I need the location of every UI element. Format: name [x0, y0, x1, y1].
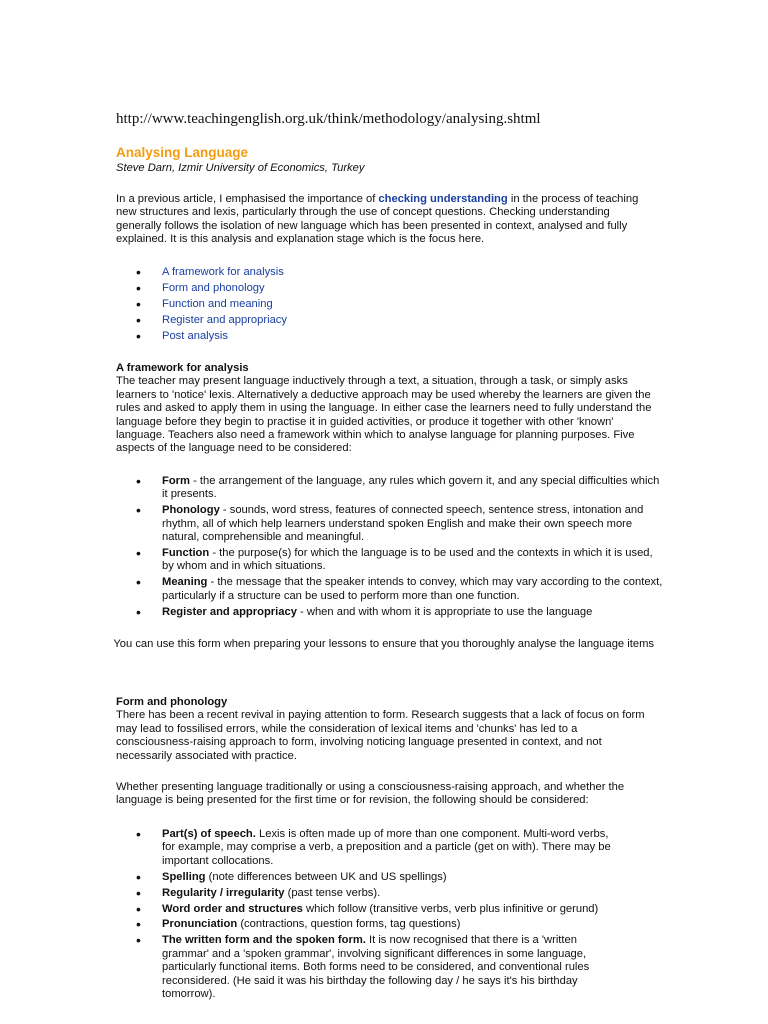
intro-paragraph: [116, 193, 656, 247]
list-item: • Phonology - sounds, word stress, features of connected speech, sentence stress, intonation and rhythm, all of which help learners understand spoken English and make their own speech more natural, comprehensible and meaningful.: [136, 504, 664, 544]
toc-link-register-appropriacy[interactable]: • Register and appropriacy: [136, 314, 656, 327]
list-item: • Register and appropriacy - when and with whom it is appropriate to use the language: [136, 606, 664, 619]
framework-heading: A framework for analysis: [116, 362, 249, 374]
intro-text-start: In a previous article, I emphasised the importance of: [116, 193, 379, 205]
list-item: • Spelling (note differences between UK and US spellings): [136, 871, 620, 884]
list-item: • Function - the purpose(s) for which the language is to be used and the contexts in which it is used, by whom and in which situations.: [136, 547, 664, 574]
table-of-contents: [116, 266, 656, 346]
toc-link-function-meaning[interactable]: • Function and meaning: [136, 298, 656, 311]
article-title: Analysing Language: [116, 145, 249, 160]
section-framework: [116, 362, 656, 456]
toc-link-post-analysis[interactable]: • Post analysis: [136, 330, 656, 343]
toc-link-framework[interactable]: • A framework for analysis: [136, 266, 656, 279]
list-item: • Regularity / irregularity (past tense verbs).: [136, 887, 620, 900]
form-considerations-list: [116, 828, 620, 1004]
article-byline: Steve Darn, Izmir University of Economics, Turkey: [116, 162, 365, 174]
list-item: • Pronunciation (contractions, question forms, tag questions): [136, 918, 620, 931]
framework-aspects-list: [116, 475, 664, 622]
list-item: • The written form and the spoken form. It is now recognised that there is a 'written grammar' and a 'spoken grammar', involving significant differences in some language, particularly functional items. Both forms need to be considered, and conventional rules reconsidered. (He said it was his birthday the following day / he says it's his birthday tomorrow).: [136, 934, 620, 1001]
checking-understanding-link[interactable]: checking understanding: [378, 193, 508, 205]
section-form-phonology: [116, 696, 656, 763]
framework-note: You can use this form when preparing your lessons to ensure that you thoroughly analyse the language items: [113, 638, 654, 650]
source-url[interactable]: http://www.teachingenglish.org.uk/think/methodology/analysing.shtml: [116, 111, 541, 127]
form-paragraph-2: Whether presenting language traditionally or using a consciousness-raising approach, and whether the language is being presented for the first time or for revision, the following should be considered:: [116, 781, 625, 807]
form-paragraph-1: There has been a recent revival in paying attention to form. Research suggests that a lack of focus on form may lead to fossilised errors, while the consideration of lexical items and 'chunks' has led to a consciousness-raising approach to form, involving noticing language presented in context, and not necessarily associated with practice.: [116, 709, 645, 762]
list-item: • Form - the arrangement of the language, any rules which govern it, and any special difficulties which it presents.: [136, 475, 664, 502]
toc-link-form-phonology[interactable]: • Form and phonology: [136, 282, 656, 295]
list-item: • Word order and structures which follow (transitive verbs, verb plus infinitive or gerund): [136, 903, 620, 916]
form-paragraph-2-block: [116, 781, 656, 808]
list-item: • Meaning - the message that the speaker intends to convey, which may vary according to the context, particularly if a structure can be used to perform more than one function.: [136, 576, 664, 603]
form-heading: Form and phonology: [116, 696, 228, 708]
framework-body: The teacher may present language inductively through a text, a situation, through a task, or simply asks learners to 'notice' lexis. Alternatively a deductive approach may be used whereby the learners are given the rules and asked to apply them in using the language. In either case the learners need to fully understand the language before they begin to practise it in guided activities, or produce it together with other 'known' language. Teachers also need a framework within which to analyse language for planning purposes. Five aspects of the language need to be considered:: [116, 375, 652, 455]
intro-text-end: in the process of teaching new structures and lexis, particularly through the use of concept questions. Checking understanding generally follows the isolation of new language which has been presented in context, analysed and fully explained. It is this analysis and explanation stage which is the focus here.: [116, 193, 639, 246]
list-item: • Part(s) of speech. Lexis is often made up of more than one component. Multi-word verbs, for example, may comprise a verb, a preposition and a particle (get on with). There may be important collocations.: [136, 828, 620, 868]
